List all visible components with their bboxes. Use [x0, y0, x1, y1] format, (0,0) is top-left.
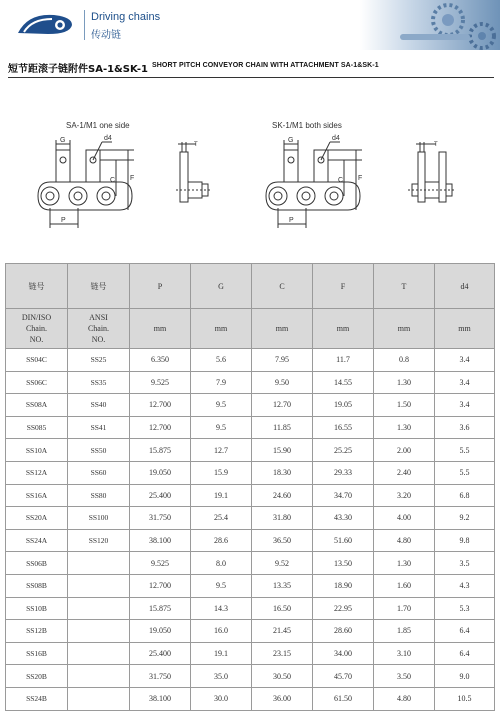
col-d4-head: d4 [435, 264, 495, 309]
col-c-head: C [252, 264, 313, 309]
table-row: SS20A SS100 31.750 25.4 31.80 43.30 4.00 9.2 [6, 507, 495, 530]
table-row: SS12B 19.050 16.0 21.45 28.60 1.85 6.4 [6, 620, 495, 643]
table-row: SS085 SS41 12.700 9.5 11.85 16.55 1.30 3.6 [6, 416, 495, 439]
unit-c: mm [252, 309, 313, 349]
dim-d4-label-2: d4 [332, 135, 340, 142]
unit-f: mm [313, 309, 374, 349]
dim-p-label-2: P [289, 217, 294, 224]
dim-t-label-2: T [434, 142, 438, 148]
sa1-front-diagram [30, 130, 150, 235]
unit-g: mm [191, 309, 252, 349]
col-g-head: G [191, 264, 252, 309]
table-row: SS06C SS35 9.525 7.9 9.50 14.55 1.30 3.4 [6, 371, 495, 394]
sk1-side-diagram [404, 138, 460, 218]
table-row: SS06B 9.525 8.0 9.52 13.50 1.30 3.5 [6, 552, 495, 575]
page-title-en: SHORT PITCH CONVEYOR CHAIN WITH ATTACHMENT SA-1&SK-1 [152, 62, 379, 69]
table-row: SS08B 12.700 9.5 13.35 18.90 1.60 4.3 [6, 574, 495, 597]
table-row: SS04C SS25 6.350 5.6 7.95 11.7 0.8 3.4 [6, 349, 495, 372]
table-unit-row [6, 309, 495, 349]
brand-name-en: Driving chains [91, 11, 161, 23]
col-ansi-sub: ANSI Chain. NO. [68, 309, 130, 349]
col-t-head: T [374, 264, 435, 309]
dim-t-label: T [194, 142, 198, 148]
sa1-side-diagram [168, 138, 212, 218]
dim-f-label: F [130, 175, 135, 182]
dim-c-label-2: C [338, 177, 344, 184]
brand-logo-icon [14, 11, 76, 37]
title-bar [0, 58, 500, 76]
col-p-head: P [130, 264, 191, 309]
unit-d4: mm [435, 309, 495, 349]
diagram-label-sa1: SA-1/M1 one side [66, 121, 130, 130]
dim-p-label: P [61, 217, 66, 224]
diagram-label-sk1: SK-1/M1 both sides [272, 121, 342, 130]
col-din-sub: DIN/ISO Chain. NO. [6, 309, 68, 349]
gear-banner-icon [360, 0, 500, 50]
table-row: SS12A SS60 19.050 15.9 18.30 29.33 2.40 5.5 [6, 461, 495, 484]
table-header-row [6, 264, 495, 309]
brand-divider [84, 10, 85, 40]
dim-g-label: G [60, 137, 66, 144]
dim-d4-label: d4 [104, 135, 112, 142]
table-row: SS10A SS50 15.875 12.7 15.90 25.25 2.00 5.5 [6, 439, 495, 462]
brand-name-cn: 传动链 [91, 30, 121, 41]
dim-c-label: C [110, 177, 116, 184]
table-row: SS08A SS40 12.700 9.5 12.70 19.05 1.50 3.4 [6, 394, 495, 417]
page-header [0, 0, 500, 50]
table-row: SS16B 25.400 19.1 23.15 34.00 3.10 6.4 [6, 642, 495, 665]
unit-p: mm [130, 309, 191, 349]
dim-f-label-2: F [358, 175, 363, 182]
sk1-front-diagram [258, 130, 378, 235]
page-title-cn: 短节距滚子链附件SA-1&SK-1 [8, 64, 148, 75]
table-row: SS24B 38.100 30.0 36.00 61.50 4.80 10.5 [6, 687, 495, 710]
table-row: SS16A SS80 25.400 19.1 24.60 34.70 3.20 6.8 [6, 484, 495, 507]
unit-t: mm [374, 309, 435, 349]
table-row: SS20B 31.750 35.0 30.50 45.70 3.50 9.0 [6, 665, 495, 688]
title-rule [8, 77, 494, 78]
col-din-head: 链号 [6, 264, 68, 309]
spec-table [5, 263, 495, 711]
dim-g-label-2: G [288, 137, 294, 144]
col-f-head: F [313, 264, 374, 309]
col-ansi-head: 链号 [68, 264, 130, 309]
table-row: SS10B 15.875 14.3 16.50 22.95 1.70 5.3 [6, 597, 495, 620]
table-row: SS24A SS120 38.100 28.6 36.50 51.60 4.80 9.8 [6, 529, 495, 552]
